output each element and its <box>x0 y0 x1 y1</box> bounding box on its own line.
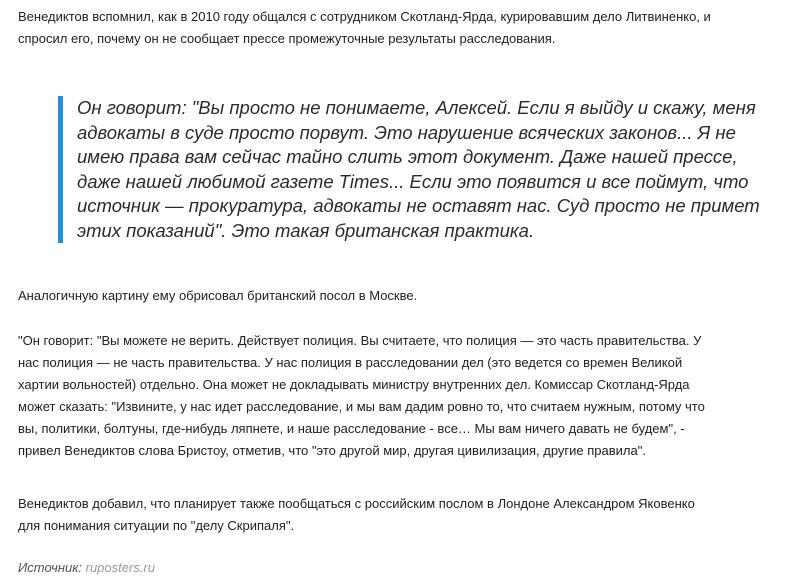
quote-text: Он говорит: "Вы просто не понимаете, Алексей. Если я выйду и скажу, меня адвокаты в суде просто порвут. Это нарушение всяческих законов... Я не имею права вам сейчас тайно слить этот документ. Даже нашей прессе, даже нашей любимой газете Times... Если это появится и все поймут, что источник — прокуратура, адвокаты не оставят нас. Суд просто не примет этих показаний". Это такая британская практика. <box>77 97 760 241</box>
source-label: Источник: <box>18 560 82 575</box>
paragraph-2: Аналогичную картину ему обрисовал британский посол в Москве. <box>18 288 418 303</box>
paragraph-3: "Он говорит: "Вы можете не верить. Действует полиция. Вы считаете, что полиция — это часть правительства. У нас полиция — не часть правительства. У нас полиция в расследовании дел (это ведется со времен Великой хартии вольностей) отдельно. Она может не докладывать министру внутренних дел. Комиссар Скотланд-Ярда может сказать: "Извините, у нас идет расследование, и мы вам дадим ровно то, что считаем нужным, потому что вы, политики, болтуны, где-нибудь ляпнете, и наше расследование - все… Мы вам ничего давать не будем", - привел Венедиктов слова Бристоу, отметив, что "это другой мир, другая цивилизация, другие правила". <box>18 333 705 458</box>
blockquote <box>58 96 767 243</box>
paragraph-4: Венедиктов добавил, что планирует также пообщаться с российским послом в Лондоне Александром Яковенко для понимания ситуации по "делу Скрипаля". <box>18 496 695 533</box>
source-line <box>18 558 155 578</box>
source-link[interactable]: ruposters.ru <box>85 560 155 575</box>
paragraph-1: Венедиктов вспомнил, как в 2010 году общался с сотрудником Скотланд-Ярда, курировавшим дело Литвиненко, и спросил его, почему он не сообщает прессе промежуточные результаты расследования. <box>18 9 711 46</box>
